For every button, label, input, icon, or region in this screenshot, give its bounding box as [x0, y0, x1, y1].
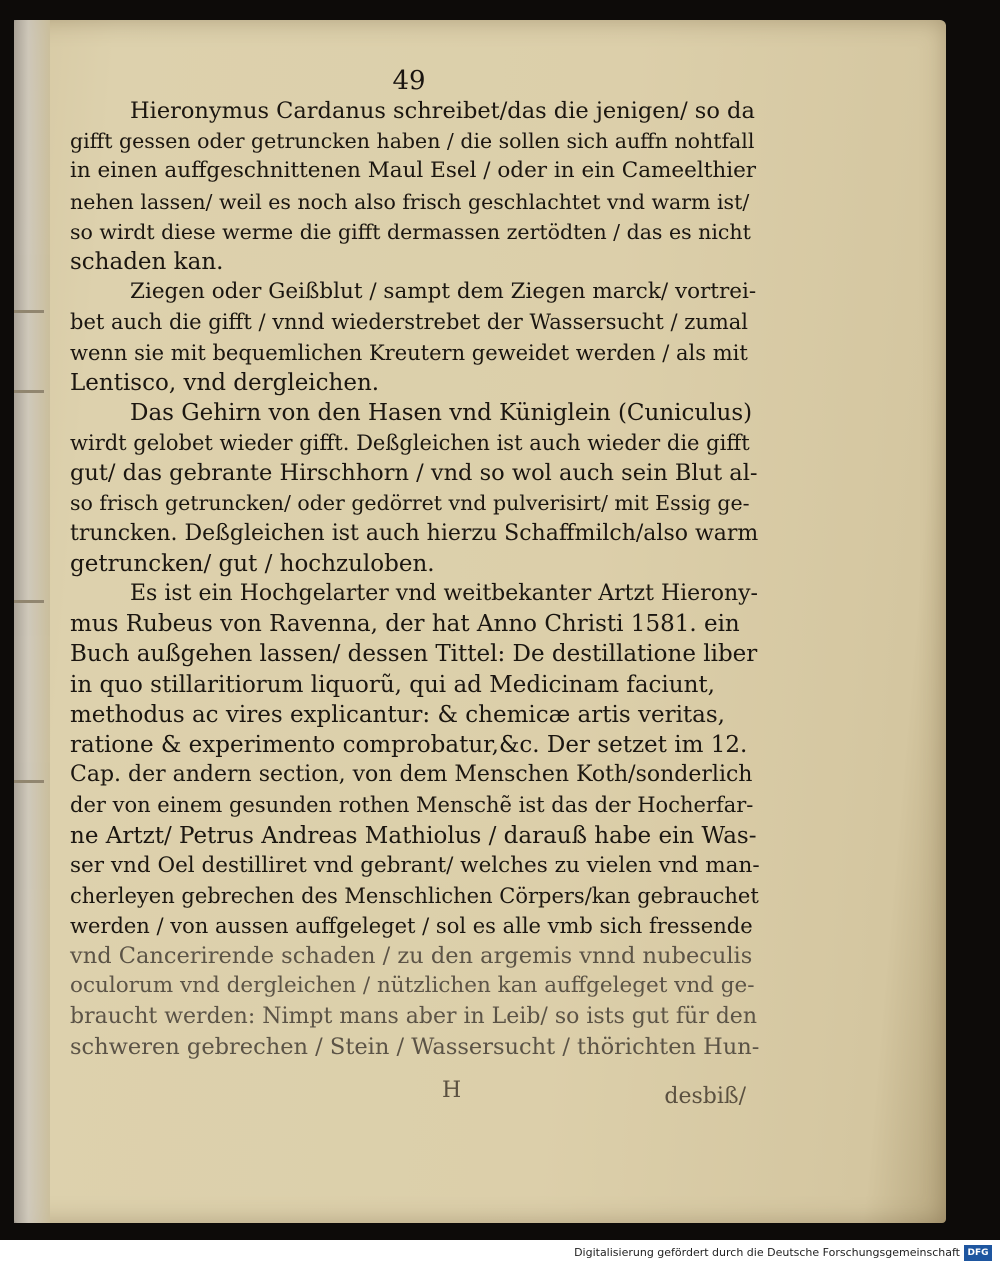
- text-line: ne Artzt/ Petrus Andreas Mathiolus / darauß habe ein Was-: [70, 822, 757, 849]
- text-line: werden / von aussen auffgeleget / sol es alle vmb sich fressende: [70, 914, 753, 939]
- text-line: Buch außgehen lassen/ dessen Tittel: De destillatione liber: [70, 641, 758, 668]
- text-line: braucht werden: Nimpt mans aber in Leib/ so ists gut für den: [70, 1003, 757, 1029]
- signature-mark: H: [442, 1078, 462, 1103]
- text-line: gifft gessen oder getruncken haben / die sollen sich auffn nohtfall: [70, 129, 755, 154]
- page-binding-edge: [14, 20, 50, 1223]
- text-line: nehen lassen/ weil es noch also frisch geschlachtet vnd warm ist/: [70, 189, 750, 214]
- text-line: methodus ac vires explicantur: & chemicæ artis veritas,: [70, 701, 725, 728]
- text-line: Ziegen oder Geißblut / sampt dem Ziegen marck/ vortrei-: [130, 279, 757, 305]
- text-line: ser vnd Oel destilliret vnd gebrant/ welches zu vielen vnd man-: [70, 852, 760, 878]
- catchword: desbiß/: [664, 1084, 746, 1109]
- text-line: so wirdt diese werme die gifft dermassen zertödten / das es nicht: [70, 219, 751, 244]
- text-line: getruncken/ gut / hochzuloben.: [70, 550, 435, 577]
- text-line: mus Rubeus von Ravenna, der hat Anno Christi 1581. ein: [70, 611, 740, 638]
- digitization-footer: [0, 1240, 1000, 1269]
- binding-mark: [14, 780, 44, 783]
- text-line: cherleyen gebrechen des Menschlichen Cörpers/kan gebrauchet: [70, 883, 759, 908]
- text-line: truncken. Deßgleichen ist auch hierzu Schaffmilch/also warm: [70, 520, 759, 546]
- text-line: gut/ das gebrante Hirschhorn / vnd so wol auch sein Blut al-: [70, 460, 758, 487]
- text-line: in quo stillaritiorum liquorũ, qui ad Medicinam faciunt,: [70, 671, 715, 698]
- text-line: Es ist ein Hochgelarter vnd weitbekanter Artzt Hierony-: [130, 581, 758, 606]
- text-line: oculorum vnd dergleichen / nützlichen kan auffgeleget vnd ge-: [70, 973, 755, 999]
- binding-mark: [14, 310, 44, 313]
- text-line: Das Gehirn von den Hasen vnd Küniglein (Cuniculus): [130, 399, 753, 426]
- page-text: [70, 96, 760, 1062]
- text-line: bet auch die gifft / vnnd wiederstrebet der Wassersucht / zumal: [70, 310, 748, 335]
- dfg-logo: DFG: [964, 1245, 992, 1261]
- binding-mark: [14, 600, 44, 603]
- text-line: so frisch getruncken/ oder gedörret vnd pulverisirt/ mit Essig ge-: [70, 491, 750, 516]
- text-line: Hieronymus Cardanus schreibet/das die jenigen/ so da: [130, 98, 755, 124]
- text-line: wenn sie mit bequemlichen Kreutern geweidet werden / als mit: [70, 340, 748, 365]
- text-line: Cap. der andern section, von dem Menschen Koth/sonderlich: [70, 762, 753, 788]
- text-line: schweren gebrechen / Stein / Wassersucht / thörichten Hun-: [70, 1033, 760, 1060]
- page-number: 49: [392, 66, 426, 96]
- text-line: vnd Cancerirende schaden / zu den argemis vnnd nubeculis: [70, 943, 753, 970]
- text-line: ratione & experimento comprobatur,&c. Der setzet im 12.: [70, 731, 748, 758]
- text-line: schaden kan.: [70, 248, 224, 275]
- text-line: Lentisco, vnd dergleichen.: [70, 369, 380, 396]
- page-footer-marks: [70, 1078, 760, 1108]
- binding-mark: [14, 390, 44, 393]
- text-line: in einen auffgeschnittenen Maul Esel / oder in ein Cameelthier: [70, 158, 757, 184]
- text-line: wirdt gelobet wieder gifft. Deßgleichen ist auch wieder die gifft: [70, 431, 750, 456]
- funding-credit: Digitalisierung gefördert durch die Deutsche Forschungsgemeinschaft: [574, 1246, 960, 1259]
- text-line: der von einem gesunden rothen Menschẽ ist das der Hocherfar-: [70, 793, 754, 818]
